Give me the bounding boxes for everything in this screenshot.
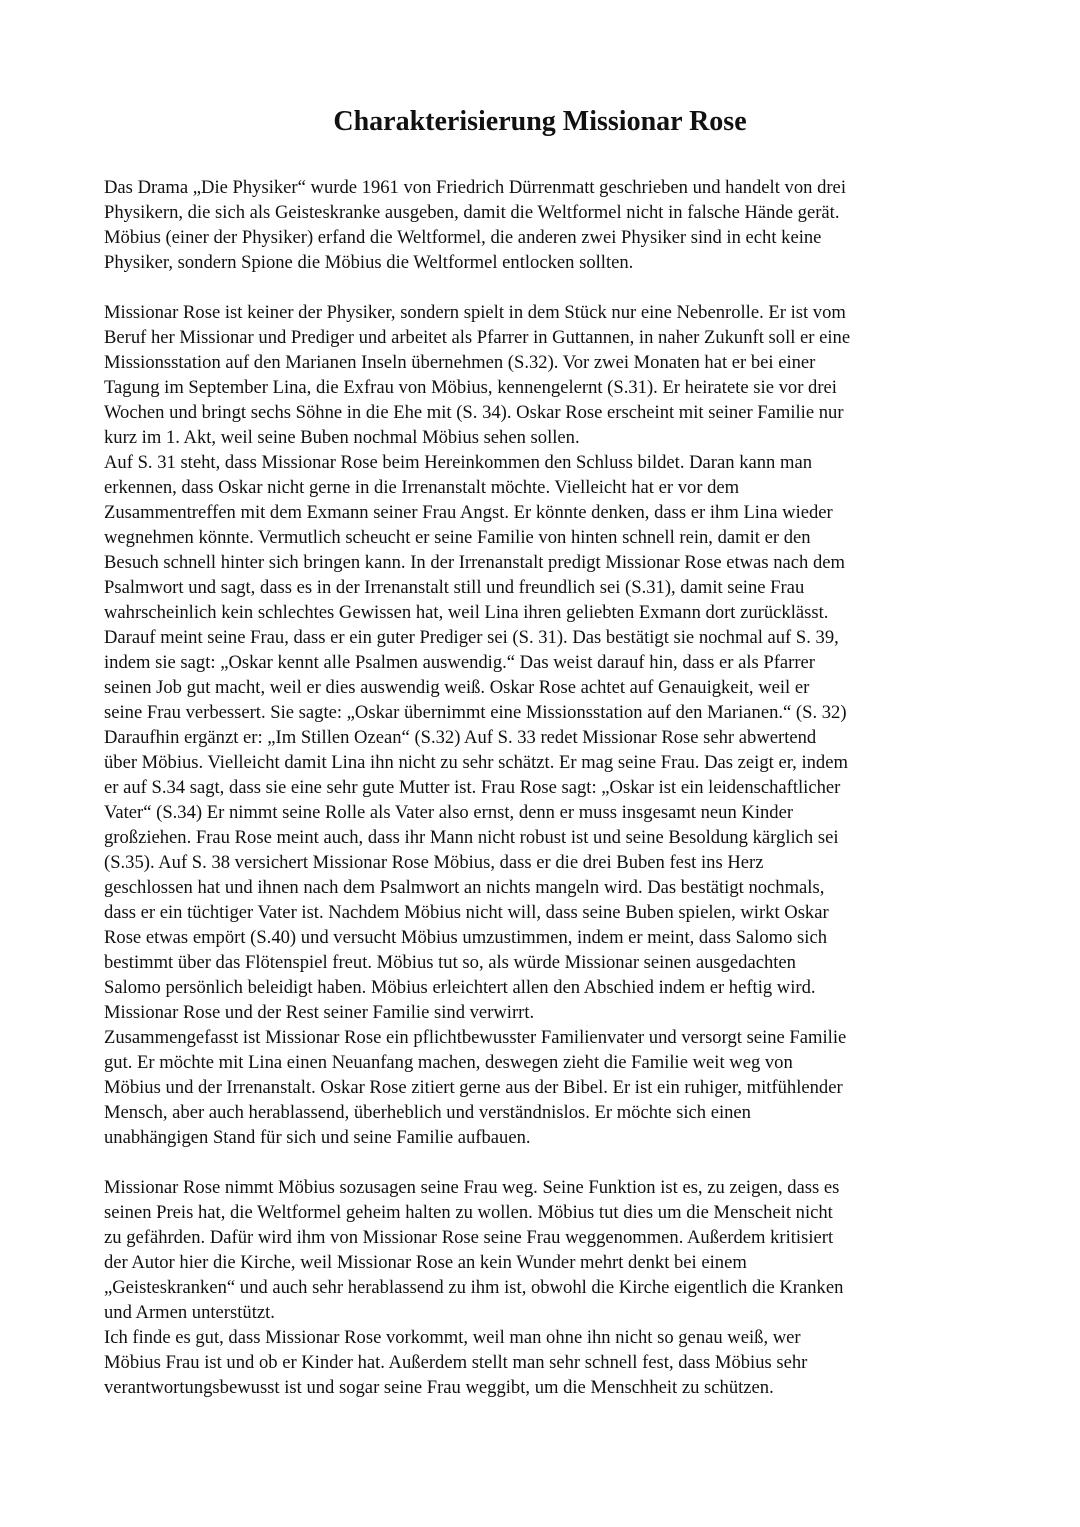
- paragraph-introduction: Das Drama „Die Physiker“ wurde 1961 von Friedrich Dürrenmatt geschrieben und handelt von drei Physikern, die sich als Geisteskranke ausgeben, damit die Weltformel nicht in falsche Hände gerät. Möbius (einer der Physiker) erfand die Weltformel, die anderen zwei Physiker sind in echt keine Physiker, sondern Spione die Möbius die Weltformel entlocken sollten.: [104, 177, 846, 273]
- document-body: [104, 175, 984, 1400]
- paragraph-opinion: Ich finde es gut, dass Missionar Rose vorkommt, weil man ohne ihn nicht so genau weiß, wer Möbius Frau ist und ob er Kinder hat. Außerdem stellt man sehr schnell fest, dass Möbius sehr verantwortungsbewusst ist und sogar seine Frau weggibt, um die Menschheit zu schützen.: [104, 1327, 808, 1398]
- paragraph-background: Missionar Rose ist keiner der Physiker, sondern spielt in dem Stück nur eine Nebenrolle. Er ist vom Beruf her Missionar und Prediger und arbeitet als Pfarrer in Guttannen, in naher Zukunft soll er eine Missionsstation auf den Marianen Inseln übernehmen (S.32). Vor zwei Monaten hat er bei einer Tagung im September Lina, die Exfrau von Möbius, kennengelernt (S.31). Er heiratete sie vor drei Wochen und bringt sechs Söhne in die Ehe mit (S. 34). Oskar Rose erscheint mit seiner Familie nur kurz im 1. Akt, weil seine Buben nochmal Möbius sehen sollen.: [104, 302, 851, 448]
- paragraph-function: Missionar Rose nimmt Möbius sozusagen seine Frau weg. Seine Funktion ist es, zu zeigen, dass es seinen Preis hat, die Weltformel geheim halten zu wollen. Möbius tut dies um die Menscheit nicht zu gefährden. Dafür wird ihm von Missionar Rose seine Frau weggenommen. Außerdem kritisiert der Autor hier die Kirche, weil Missionar Rose an kein Wunder mehrt denkt bei einem „Geisteskranken“ und auch sehr herablassend zu ihm ist, obwohl die Kirche eigentlich die Kranken und Armen unterstützt.: [104, 1177, 844, 1323]
- document-title: Charakterisierung Missionar Rose: [333, 106, 747, 137]
- paragraph-summary: Zusammengefasst ist Missionar Rose ein pflichtbewusster Familienvater und versorgt seine Familie gut. Er möchte mit Lina einen Neuanfang machen, deswegen zieht die Familie weit weg von Möbius und der Irrenanstalt. Oskar Rose zitiert gerne aus der Bibel. Er ist ein ruhiger, mitfühlender Mensch, aber auch herablassend, überheblich und verständnislos. Er möchte sich einen unabhängigen Stand für sich und seine Familie aufbauen.: [104, 1027, 847, 1148]
- paragraph-analysis: Auf S. 31 steht, dass Missionar Rose beim Hereinkommen den Schluss bildet. Daran kann man erkennen, dass Oskar nicht gerne in die Irrenanstalt möchte. Vielleicht hat er vor dem Zusammentreffen mit dem Exmann seiner Frau Angst. Er könnte denken, dass er ihm Lina wieder wegnehmen könnte. Vermutlich scheucht er seine Familie von hinten schnell rein, damit er den Besuch schnell hinter sich bringen kann. In der Irrenanstalt predigt Missionar Rose etwas nach dem Psalmwort und sagt, dass es in der Irrenanstalt still und freundlich sei (S.31), damit seine Frau wahrscheinlich kein schlechtes Gewissen hat, weil Lina ihren geliebten Exmann dort zurücklässt. Darauf meint seine Frau, dass er ein guter Prediger sei (S. 31). Das bestätigt sie nochmal auf S. 39, indem sie sagt: „Oskar kennt alle Psalmen auswendig.“ Das weist darauf hin, dass er als Pfarrer seinen Job gut macht, weil er dies auswendig weiß. Oskar Rose achtet auf Genauigkeit, weil er seine Frau verbessert. Sie sagte: „Oskar übernimmt eine Missionsstation auf den Marianen.“ (S. 32) Daraufhin ergänzt er: „Im Stillen Ozean“ (S.32) Auf S. 33 redet Missionar Rose sehr abwertend über Möbius. Vielleicht damit Lina ihn nicht zu sehr schätzt. Er mag seine Frau. Das zeigt er, indem er auf S.34 sagt, dass sie eine sehr gute Mutter ist. Frau Rose sagt: „Oskar ist ein leidenschaftlicher Vater“ (S.34) Er nimmt seine Rolle als Vater also ernst, denn er muss insgesamt neun Kinder großziehen. Frau Rose meint auch, dass ihr Mann nicht robust ist und seine Besoldung kärglich sei (S.35). Auf S. 38 versichert Missionar Rose Möbius, dass er die drei Buben fest ins Herz geschlossen hat und ihnen nach dem Psalmwort an nichts mangeln wird. Das bestätigt nochmals, dass er ein tüchtiger Vater ist. Nachdem Möbius nicht will, dass seine Buben spielen, wirkt Oskar Rose etwas empört (S.40) und versucht Möbius umzustimmen, indem er meint, dass Salomo sich bestimmt über das Flötenspiel freut. Möbius tut so, als würde Missionar seinen ausgedachten Salomo persönlich beleidigt haben. Möbius erleichtert allen den Abschied indem er heftig wird. Missionar Rose und der Rest seiner Familie sind verwirrt.: [104, 452, 848, 1023]
